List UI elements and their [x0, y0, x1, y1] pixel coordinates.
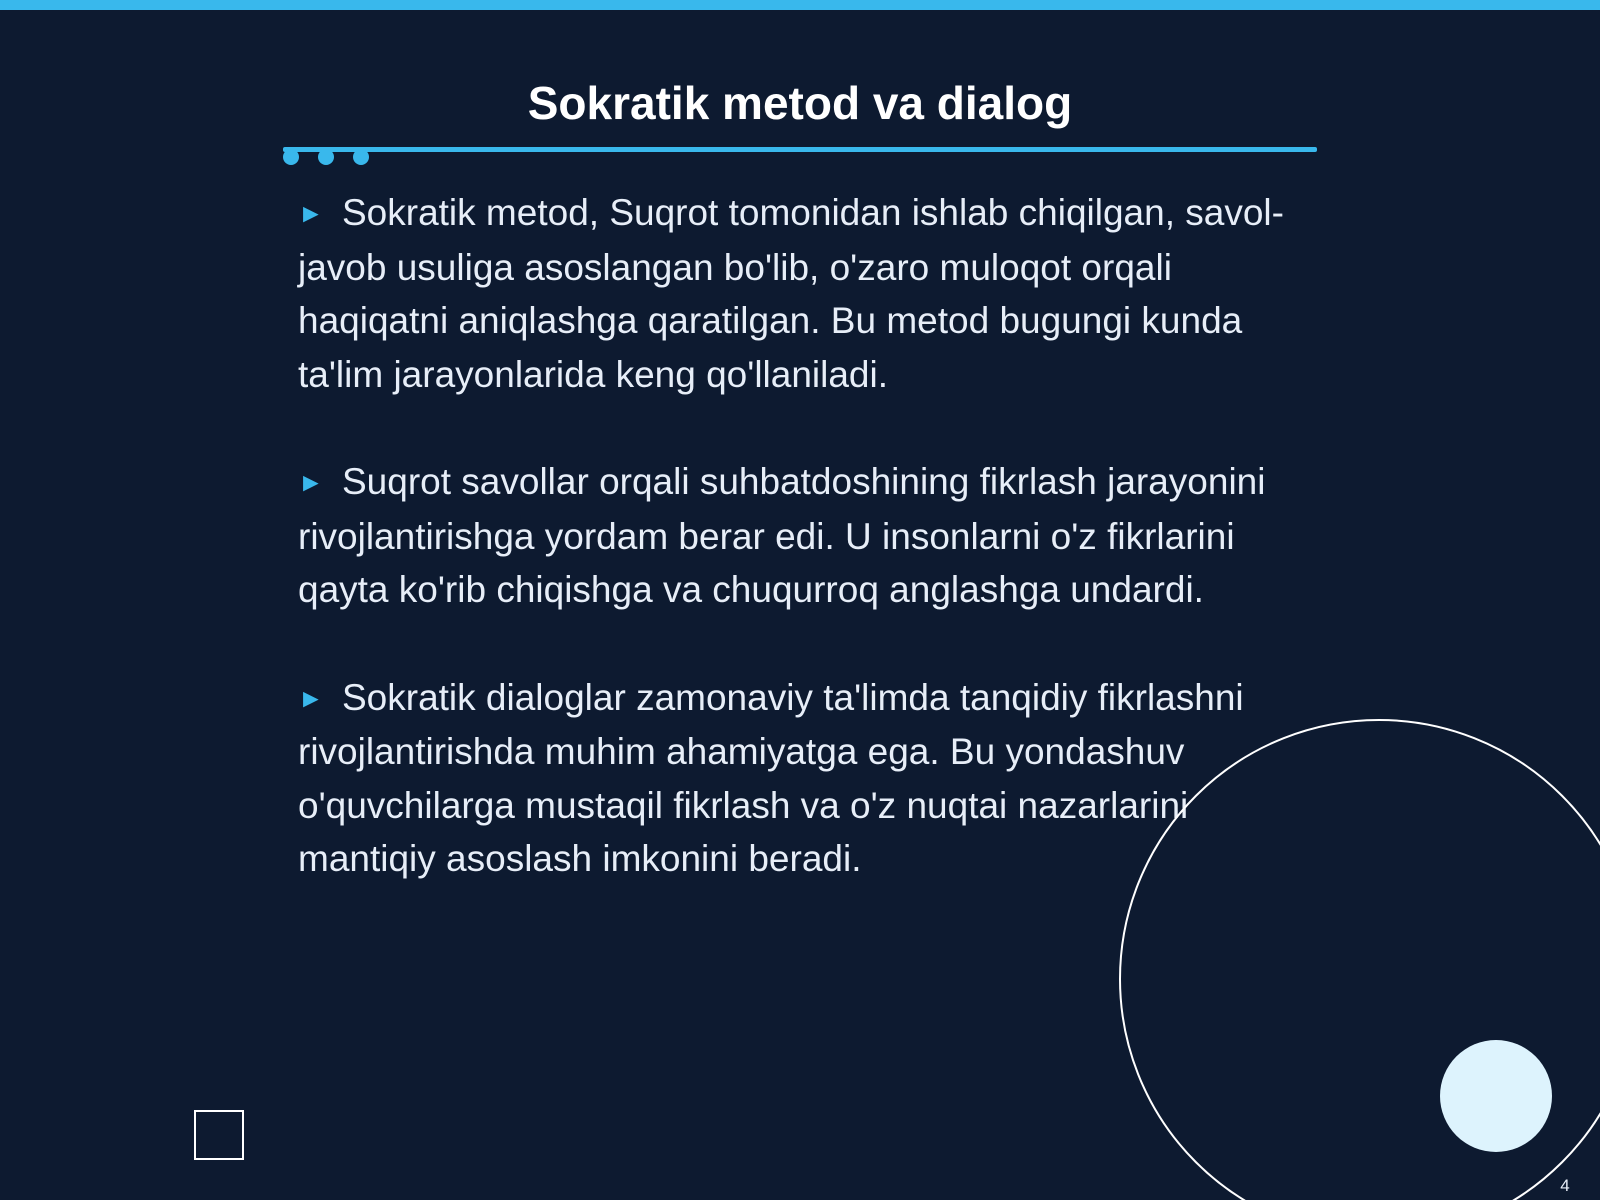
triangle-right-icon: ► [298, 198, 324, 228]
bullet-text: Suqrot savollar orqali suhbatdoshining fikrlash jarayonini rivojlantirishga yordam berar edi. U insonlarni o'z fikrlarini qayta ko'rib chiqishga va chuqurroq anglashga undardi. [298, 461, 1266, 610]
slide-title: Sokratik metod va dialog [527, 77, 1073, 129]
bullet-text: Sokratik metod, Suqrot tomonidan ishlab chiqilgan, savol-javob usuliga asoslangan bo'lib, o'zaro muloqot orqali haqiqatni aniqlashga qaratilgan. Bu metod bugungi kunda ta'lim jarayonlarida keng qo'llaniladi. [298, 192, 1284, 395]
page-number: 4 [1560, 1176, 1570, 1195]
title-underline [283, 147, 1317, 152]
decorative-square-outline [194, 1110, 244, 1160]
triangle-right-icon: ► [298, 467, 324, 497]
decorative-dot [318, 149, 334, 165]
bullet-item [298, 186, 1328, 401]
bullet-item [298, 455, 1328, 617]
bullet-text: Sokratik dialoglar zamonaviy ta'limda tanqidiy fikrlashni rivojlantirishda muhim ahamiyatga ega. Bu yondashuv o'quvchilarga mustaqil fikrlash va o'z nuqtai nazarlarini mantiqiy asoslash imkonini beradi. [298, 676, 1244, 879]
top-accent-bar [0, 0, 1600, 10]
triangle-right-icon: ► [298, 682, 324, 713]
decorative-circle-filled [1440, 1040, 1552, 1152]
decorative-dot [353, 149, 369, 165]
decorative-dot [283, 149, 299, 165]
